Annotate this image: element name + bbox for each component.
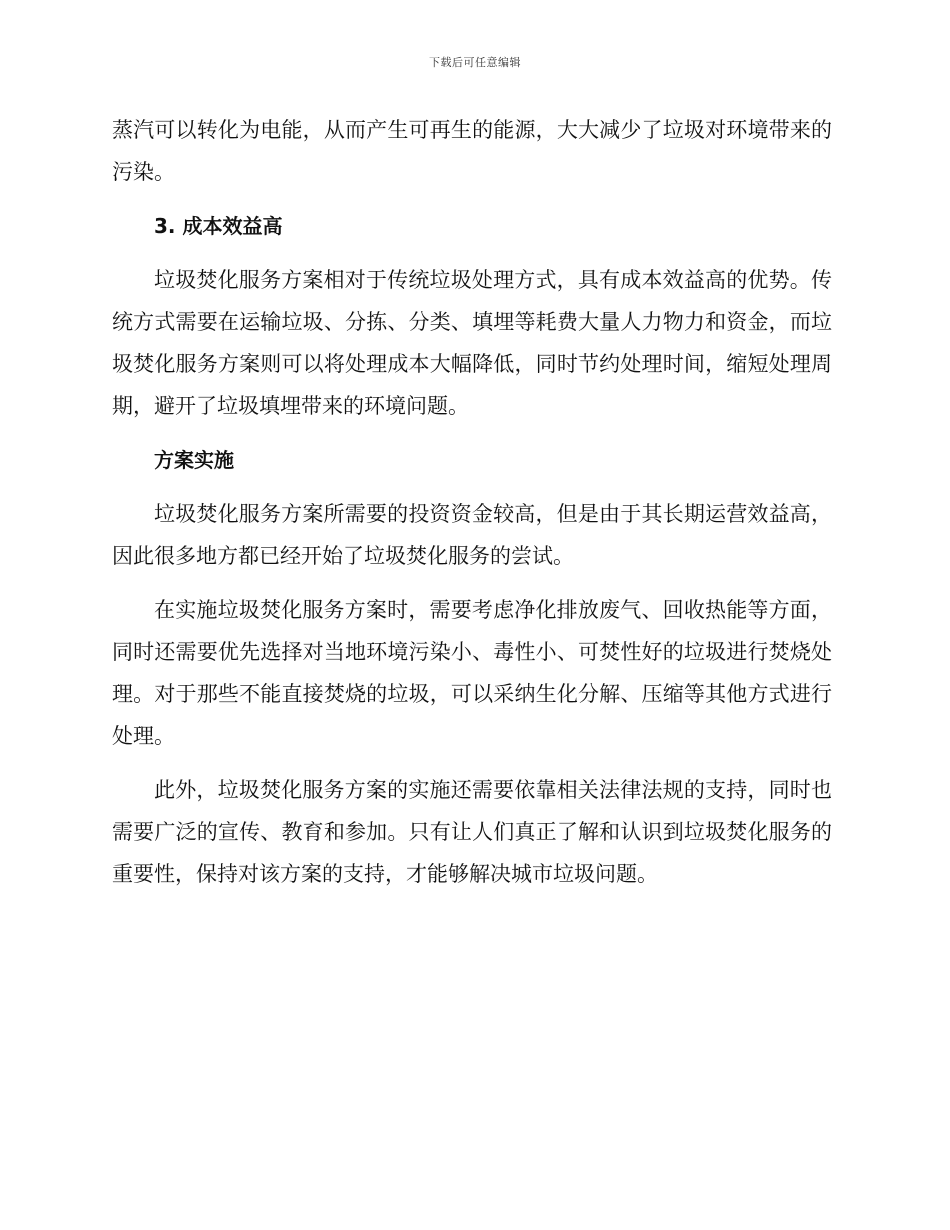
paragraph-investment: 垃圾焚化服务方案所需要的投资资金较高，但是由于其长期运营效益高，因此很多地方都已经开始了垃圾焚化服务的尝试。 <box>112 502 832 568</box>
section-heading-cost-benefit: 3. 成本效益高 <box>154 214 283 238</box>
paragraph-implementation-details: 在实施垃圾焚化服务方案时，需要考虑净化排放废气、回收热能等方面，同时还需要优先选择对当地环境污染小、毒性小、可焚性好的垃圾进行焚烧处理。对于那些不能直接焚烧的垃圾，可以采纳生化分解、压缩等其他方式进行处理。 <box>112 598 832 748</box>
paragraph-cost-benefit: 垃圾焚化服务方案相对于传统垃圾处理方式，具有成本效益高的优势。传统方式需要在运输垃圾、分拣、分类、填埋等耗费大量人力物力和资金，而垃圾焚化服务方案则可以将处理成本大幅降低，同时节约处理时间，缩短处理周期，避开了垃圾填埋带来的环境问题。 <box>112 268 832 418</box>
paragraph-continuation: 蒸汽可以转化为电能，从而产生可再生的能源，大大减少了垃圾对环境带来的污染。 <box>112 118 832 184</box>
page-header-note: 下载后可任意编辑 <box>429 56 521 69</box>
paragraph-legal-support: 此外，垃圾焚化服务方案的实施还需要依靠相关法律法规的支持，同时也需要广泛的宣传、教育和参加。只有让人们真正了解和认识到垃圾焚化服务的重要性，保持对该方案的支持，才能够解决城市垃圾问题。 <box>112 778 832 886</box>
section-heading-implementation: 方案实施 <box>154 448 234 472</box>
document-body <box>112 109 832 907</box>
